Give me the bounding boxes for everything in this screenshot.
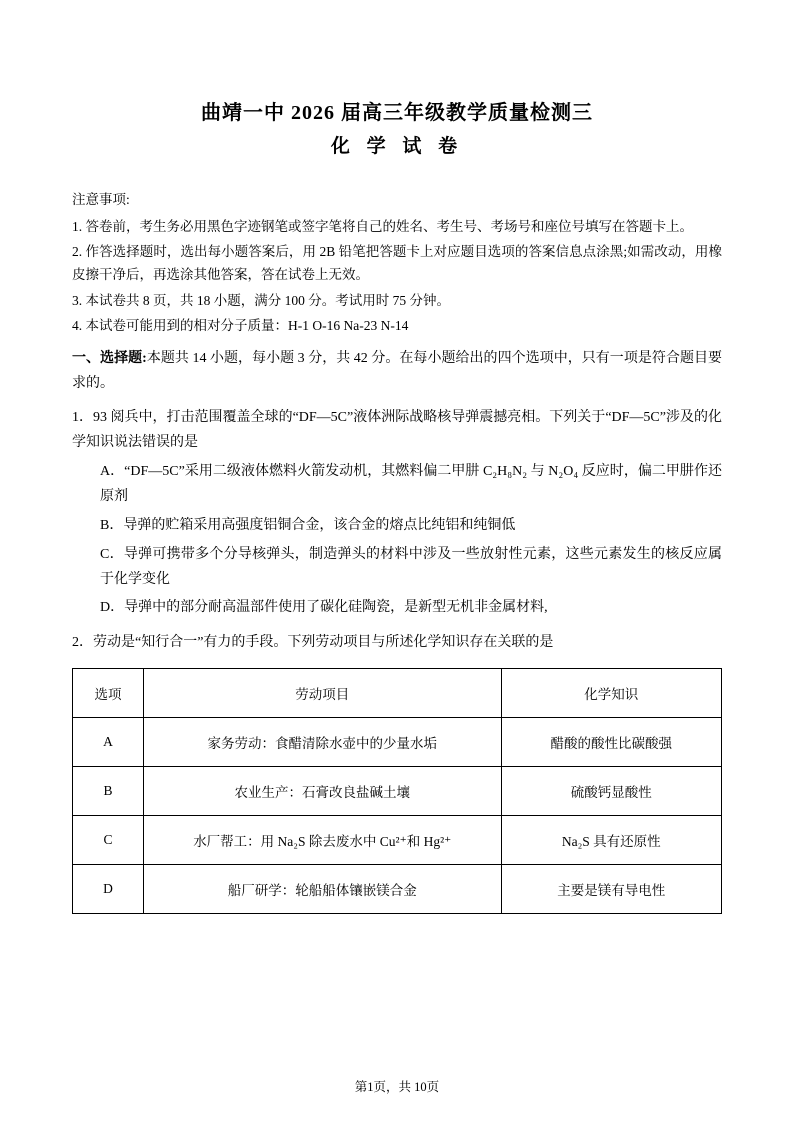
table-cell-knowledge: 醋酸的酸性比碳酸强 [501,718,722,767]
table-cell-option: C [73,816,144,865]
labor-knowledge-table [72,668,722,914]
table-cell-project: 船厂研学：轮船船体镶嵌镁合金 [143,865,501,914]
table-row [73,865,722,914]
page-title: 曲靖一中 2026 届高三年级教学质量检测三 [201,102,593,124]
table-cell-knowledge: Na₂S 具有还原性 [501,816,722,865]
notice-item-3: 3. 本试卷共 8 页，共 18 小题，满分 100 分。考试用时 75 分钟。 [72,292,450,308]
table-header-knowledge: 化学知识 [501,669,722,718]
question-1-stem: 1．93 阅兵中，打击范围覆盖全球的“DF—5C”液体洲际战略核导弹震撼亮相。下列关于“DF—5C”涉及的化学知识说法错误的是 [72,410,722,450]
table-cell-knowledge: 硫酸钙显酸性 [501,767,722,816]
section-text: 本题共 14 小题，每小题 3 分，共 42 分。在每小题给出的四个选项中，只有一项是符合题目要求的。 [72,351,723,391]
table-cell-project: 水厂帮工：用 Na₂S 除去废水中 Cu²⁺和 Hg²⁺ [143,816,501,865]
table-header-option: 选项 [73,669,144,718]
table-cell-option: D [73,865,144,914]
notice-item-2: 2. 作答选择题时，选出每小题答案后，用 2B 铅笔把答题卡上对应题目选项的答案信息点涂黑;如需改动，用橡皮擦干净后，再选涂其他答案，答在试卷上无效。 [72,244,722,283]
table-cell-knowledge: 主要是镁有导电性 [501,865,722,914]
question-1-option-a: A．“DF—5C”采用二级液体燃料火箭发动机，其燃料偏二甲肼 C₂H₈N₂ 与 N₂O₄ 反应时，偏二甲肼作还原剂 [100,463,722,504]
question-1-option-b: B．导弹的贮箱采用高强度铝铜合金，该合金的熔点比纯铝和纯铜低 [100,517,516,533]
question-1-option-d: D．导弹中的部分耐高温部件使用了碳化硅陶瓷，是新型无机非金属材料, [100,600,548,616]
table-header-row [73,669,722,718]
page-subtitle: 化 学 试 卷 [330,136,464,157]
table-row [73,767,722,816]
section-label: 一、选择题: [72,351,147,367]
table-cell-option: A [73,718,144,767]
table-header-project: 劳动项目 [143,669,501,718]
page-footer: 第1页，共 10页 [354,1080,440,1094]
table-row [73,816,722,865]
section-heading [72,347,722,396]
table-row [73,718,722,767]
notice-heading: 注意事项: [72,192,130,207]
table-cell-project: 农业生产：石膏改良盐碱土壤 [143,767,501,816]
notice-item-1: 1. 答卷前，考生务必用黑色字迹钢笔或签字笔将自己的姓名、考生号、考场号和座位号填写在答题卡上。 [72,219,693,234]
notice-item-4: 4. 本试卷可能用到的相对分子质量：H-1 O-16 Na-23 N-14 [72,317,409,333]
table-cell-option: B [73,767,144,816]
table-cell-project: 家务劳动：食醋清除水壶中的少量水垢 [143,718,501,767]
question-2-stem: 2．劳动是“知行合一”有力的手段。下列劳动项目与所述化学知识存在关联的是 [72,635,554,651]
question-1-option-c: C．导弹可携带多个分导核弹头，制造弹头的材料中涉及一些放射性元素，这些元素发生的核反应属于化学变化 [100,546,722,587]
